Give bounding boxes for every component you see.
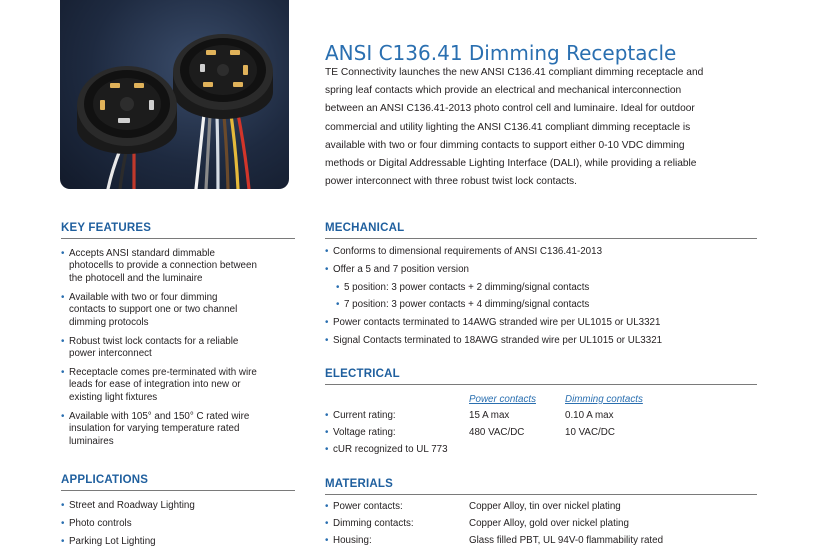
materials-heading: MATERIALS	[325, 478, 394, 490]
list-item: • Photo controls	[61, 518, 297, 530]
row-value: Glass filled PBT, UL 94V-0 flammability rated	[469, 535, 664, 546]
applications-list	[61, 500, 297, 554]
power-value: 480 VAC/DC	[469, 427, 525, 438]
row-label: • Housing:	[325, 535, 372, 546]
intro-line: between an ANSI C136.41-2013 photo control cell and luminaire. Ideal for outdoor	[325, 103, 695, 115]
intro-line: methods or Digital Addressable Lighting Interface (DALI), while providing a reliable	[325, 158, 697, 170]
page-title: ANSI C136.41 Dimming Receptacle	[325, 41, 677, 66]
list-item: • Accepts ANSI standard dimmable photocells to provide a connection between the photocell and the luminaire	[61, 248, 297, 285]
row-label: • Voltage rating:	[325, 427, 396, 438]
intro-line: power interconnect with three robust twist lock contacts.	[325, 176, 577, 188]
list-item: • Conforms to dimensional requirements of ANSI C136.41-2013	[325, 246, 765, 258]
intro-line: spring leaf contacts which provide an electrical and mechanical interconnection	[325, 85, 682, 97]
intro-line: commercial and utility lighting the ANSI C136.41 compliant dimming receptacle is	[325, 121, 691, 133]
list-item: • Street and Roadway Lighting	[61, 500, 297, 512]
mechanical-list	[325, 246, 765, 353]
list-item: • Robust twist lock contacts for a reliable power interconnect	[61, 336, 297, 361]
section-divider	[325, 238, 757, 239]
list-sub-item: • 5 position: 3 power contacts + 2 dimming/signal contacts	[336, 282, 765, 294]
product-photo	[60, 0, 289, 189]
row-label: • Current rating:	[325, 410, 396, 421]
list-item: • Receptacle comes pre-terminated with wire leads for ease of integration into new or existing light fixtures	[61, 367, 297, 404]
list-item: • Power contacts terminated to 14AWG stranded wire per UL1015 or UL3321	[325, 317, 765, 329]
mechanical-heading: MECHANICAL	[325, 222, 405, 234]
applications-heading: APPLICATIONS	[61, 474, 149, 486]
list-item: • Offer a 5 and 7 position version	[325, 264, 765, 276]
section-divider	[325, 384, 757, 385]
power-contacts-column-header: Power contacts	[469, 394, 536, 405]
receptacle-back	[173, 34, 273, 119]
list-sub-item: • 7 position: 3 power contacts + 4 dimming/signal contacts	[336, 299, 765, 311]
list-item: • Available with 105° and 150° C rated wire insulation for varying temperature rated luminaires	[61, 411, 297, 448]
key-features-list	[61, 248, 297, 455]
list-item: • Parking Lot Lighting	[61, 536, 297, 548]
list-item: • Available with two or four dimming contacts to support one or two channel dimming protocols	[61, 292, 297, 329]
section-divider	[61, 238, 295, 239]
receptacle-front	[77, 66, 177, 154]
dimming-value: 0.10 A max	[565, 410, 614, 421]
row-label: • cUR recognized to UL 773	[325, 444, 448, 455]
key-features-heading: KEY FEATURES	[61, 222, 152, 234]
receptacle-illustration	[60, 0, 289, 189]
section-divider	[325, 494, 757, 495]
electrical-heading: ELECTRICAL	[325, 368, 400, 380]
row-value: Copper Alloy, tin over nickel plating	[469, 501, 621, 512]
dimming-value: 10 VAC/DC	[565, 427, 615, 438]
intro-paragraph	[325, 64, 755, 191]
list-item: • Signal Contacts terminated to 18AWG stranded wire per UL1015 or UL3321	[325, 335, 765, 347]
row-label: • Dimming contacts:	[325, 518, 414, 529]
row-label: • Power contacts:	[325, 501, 403, 512]
row-value: Copper Alloy, gold over nickel plating	[469, 518, 629, 529]
dimming-contacts-column-header: Dimming contacts	[565, 394, 643, 405]
power-value: 15 A max	[469, 410, 510, 421]
section-divider	[61, 490, 295, 491]
intro-line: TE Connectivity launches the new ANSI C136.41 compliant dimming receptacle and	[325, 67, 704, 78]
intro-line: available with two or four dimming contacts to support either 0-10 VDC dimming	[325, 139, 685, 151]
